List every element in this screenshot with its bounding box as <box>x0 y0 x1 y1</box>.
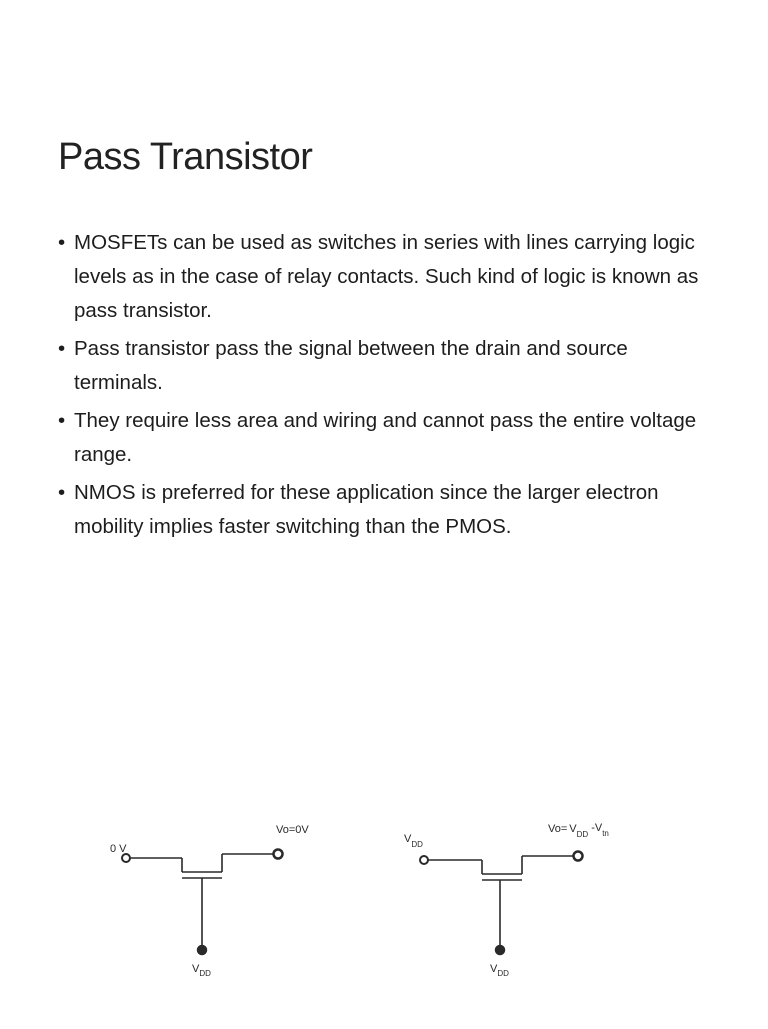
gate-terminal <box>496 946 505 955</box>
bullet-text: They require less area and wiring and cannot pass the entire voltage range. <box>74 409 697 466</box>
circuit-diagram-right <box>0 800 768 1024</box>
bullet-item <box>58 332 718 400</box>
output-vdd-sub: DD <box>576 830 589 839</box>
output-vdd-main: V <box>569 823 577 835</box>
input-terminal <box>420 856 428 864</box>
output-terminal <box>574 852 583 861</box>
output-label <box>548 822 609 839</box>
input-label-sub: DD <box>411 840 423 849</box>
gate-label-main: V <box>490 963 498 975</box>
bullet-item <box>58 226 718 328</box>
nmos-pass-circuit-right <box>0 800 768 1029</box>
gate-label-sub: DD <box>199 969 211 978</box>
bullet-dot: • <box>58 231 66 254</box>
output-label: Vo=0V <box>276 824 309 836</box>
output-minus: - <box>591 822 595 834</box>
input-label: 0 V <box>110 843 127 855</box>
bullet-dot: • <box>58 481 66 504</box>
bullet-dot: • <box>58 409 66 432</box>
output-prefix: Vo= <box>548 823 568 835</box>
bullet-text: Pass transistor pass the signal between the drain and source terminals. <box>74 337 628 394</box>
input-label <box>404 833 423 849</box>
bullet-dot: • <box>58 337 66 360</box>
output-vtn-main: V <box>594 822 603 834</box>
gate-label-main: V <box>192 963 200 975</box>
slide-title: Pass Transistor <box>58 136 313 178</box>
output-vtn-sub: tn <box>602 829 609 838</box>
bullet-item <box>58 404 718 472</box>
bullet-list <box>58 226 718 548</box>
bullet-text: NMOS is preferred for these application since the larger electron mobility implies faster switching than the PMOS. <box>74 481 659 538</box>
bullet-item <box>58 476 718 544</box>
gate-label-sub: DD <box>497 969 509 978</box>
bullet-text: MOSFETs can be used as switches in series with lines carrying logic levels as in the case of relay contacts. Such kind of logic is known as pass transistor. <box>74 231 699 322</box>
gate-label <box>490 963 509 978</box>
input-label-main: V <box>404 833 412 845</box>
